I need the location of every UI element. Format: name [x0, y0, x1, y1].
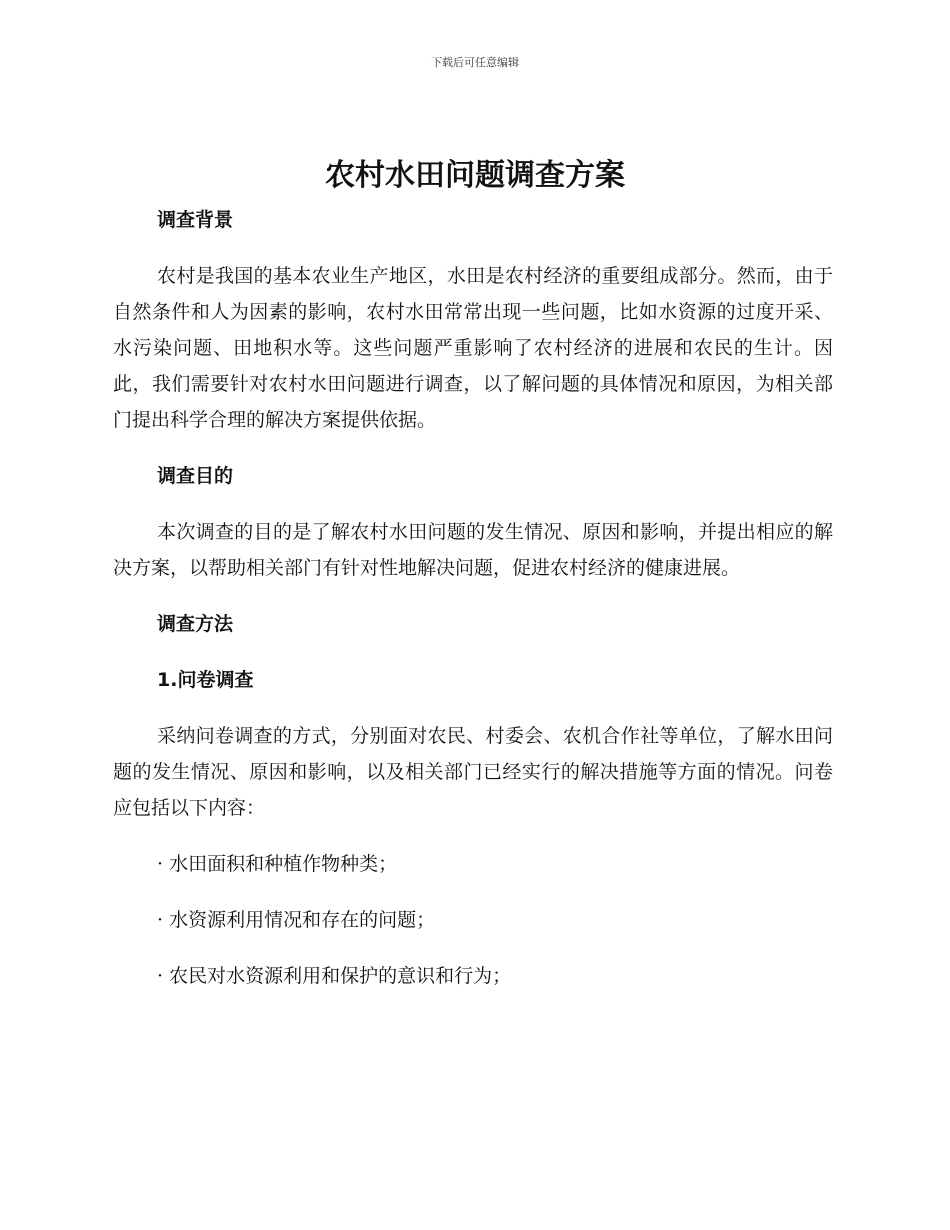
paragraph-purpose: 本次调查的目的是了解农村水田问题的发生情况、原因和影响，并提出相应的解决方案，以帮助相关部门有针对性地解决问题，促进农村经济的健康进展。	[113, 521, 833, 579]
bullet-item: · 农民对水资源利用和保护的意识和行为；	[157, 965, 512, 987]
bullet-item: · 水田面积和种植作物种类；	[157, 853, 398, 875]
header-note: 下载后可任意编辑	[431, 56, 519, 69]
bullet-item: · 水资源利用情况和存在的问题；	[157, 909, 436, 931]
paragraph-background: 农村是我国的基本农业生产地区，水田是农村经济的重要组成部分。然而，由于自然条件和人为因素的影响，农村水田常常出现一些问题，比如水资源的过度开采、水污染问题、田地积水等。这些问题严重影响了农村经济的进展和农民的生计。因此，我们需要针对农村水田问题进行调查，以了解问题的具体情况和原因，为相关部门提出科学合理的解决方案提供依据。	[113, 265, 833, 431]
document-body	[113, 202, 833, 994]
document-title: 农村水田问题调查方案	[325, 158, 625, 193]
section-heading-purpose: 调查目的	[157, 465, 234, 487]
sub-heading-questionnaire: 1.问卷调查	[157, 669, 254, 691]
paragraph-method: 采纳问卷调查的方式，分别面对农民、村委会、农机合作社等单位，了解水田问题的发生情况、原因和影响，以及相关部门已经实行的解决措施等方面的情况。问卷应包括以下内容：	[113, 725, 833, 819]
section-heading-background: 调查背景	[157, 209, 234, 231]
section-heading-method: 调查方法	[157, 613, 234, 635]
